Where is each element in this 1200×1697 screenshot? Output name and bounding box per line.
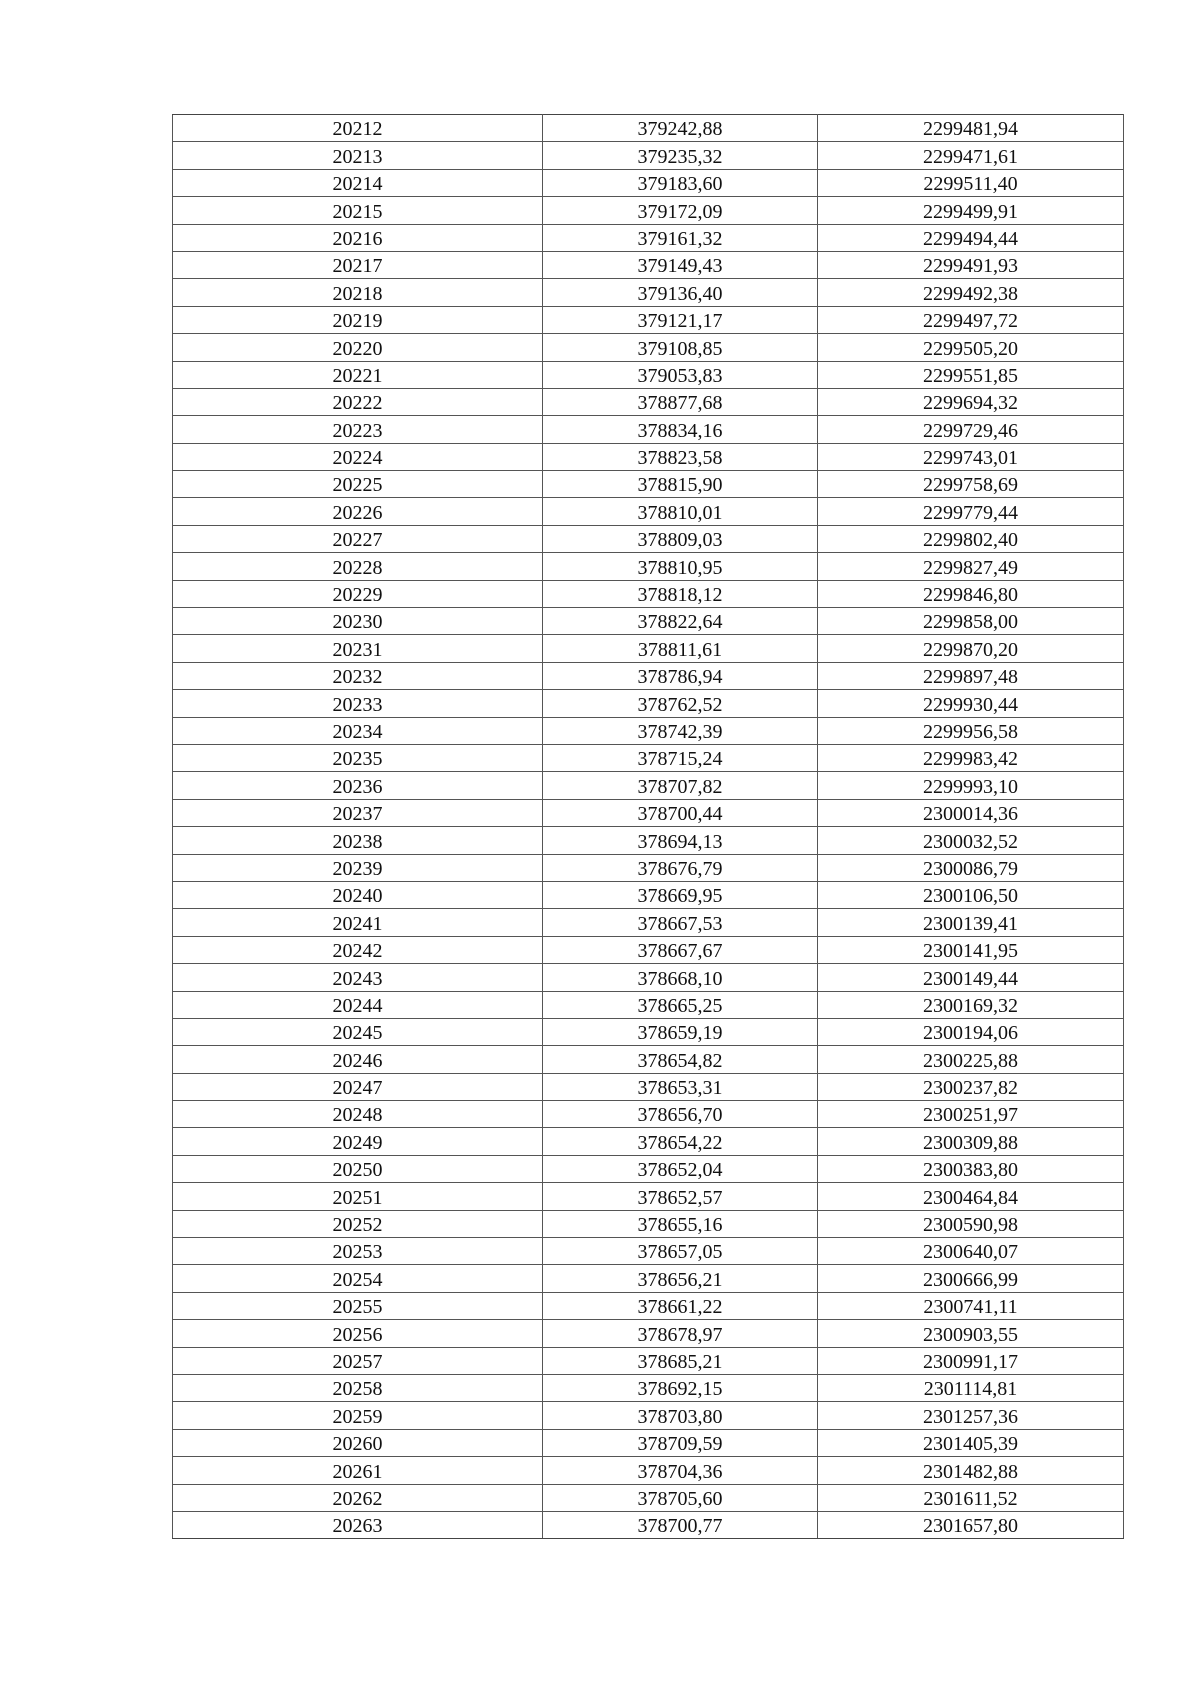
table-row: [173, 498, 1124, 525]
point-number-cell: 20225: [173, 471, 543, 498]
y-coordinate-cell: 2299481,94: [818, 115, 1124, 142]
table-row: [173, 334, 1124, 361]
y-coordinate-cell: 2300194,06: [818, 1018, 1124, 1045]
y-coordinate-cell: 2301405,39: [818, 1429, 1124, 1456]
x-coordinate-cell: 378694,13: [543, 827, 818, 854]
coordinates-table-body: [173, 115, 1124, 1539]
point-number-cell: 20247: [173, 1073, 543, 1100]
table-row: [173, 1101, 1124, 1128]
y-coordinate-cell: 2301611,52: [818, 1484, 1124, 1511]
x-coordinate-cell: 378656,21: [543, 1265, 818, 1292]
table-row: [173, 1238, 1124, 1265]
y-coordinate-cell: 2301657,80: [818, 1511, 1124, 1538]
y-coordinate-cell: 2299897,48: [818, 662, 1124, 689]
x-coordinate-cell: 379149,43: [543, 251, 818, 278]
y-coordinate-cell: 2299505,20: [818, 334, 1124, 361]
table-row: [173, 416, 1124, 443]
x-coordinate-cell: 378877,68: [543, 388, 818, 415]
table-row: [173, 1128, 1124, 1155]
x-coordinate-cell: 378661,22: [543, 1292, 818, 1319]
point-number-cell: 20258: [173, 1374, 543, 1401]
y-coordinate-cell: 2299491,93: [818, 251, 1124, 278]
x-coordinate-cell: 378762,52: [543, 690, 818, 717]
table-row: [173, 1046, 1124, 1073]
point-number-cell: 20251: [173, 1183, 543, 1210]
point-number-cell: 20214: [173, 169, 543, 196]
x-coordinate-cell: 378653,31: [543, 1073, 818, 1100]
point-number-cell: 20221: [173, 361, 543, 388]
x-coordinate-cell: 379161,32: [543, 224, 818, 251]
y-coordinate-cell: 2300666,99: [818, 1265, 1124, 1292]
table-row: [173, 1155, 1124, 1182]
point-number-cell: 20229: [173, 580, 543, 607]
y-coordinate-cell: 2300225,88: [818, 1046, 1124, 1073]
table-row: [173, 197, 1124, 224]
point-number-cell: 20213: [173, 142, 543, 169]
x-coordinate-cell: 378811,61: [543, 635, 818, 662]
y-coordinate-cell: 2299993,10: [818, 772, 1124, 799]
y-coordinate-cell: 2299471,61: [818, 142, 1124, 169]
point-number-cell: 20212: [173, 115, 543, 142]
point-number-cell: 20216: [173, 224, 543, 251]
y-coordinate-cell: 2300741,11: [818, 1292, 1124, 1319]
point-number-cell: 20254: [173, 1265, 543, 1292]
y-coordinate-cell: 2299858,00: [818, 608, 1124, 635]
point-number-cell: 20250: [173, 1155, 543, 1182]
table-row: [173, 744, 1124, 771]
table-row: [173, 717, 1124, 744]
x-coordinate-cell: 378659,19: [543, 1018, 818, 1045]
table-row: [173, 964, 1124, 991]
table-row: [173, 1402, 1124, 1429]
point-number-cell: 20223: [173, 416, 543, 443]
point-number-cell: 20233: [173, 690, 543, 717]
point-number-cell: 20222: [173, 388, 543, 415]
point-number-cell: 20219: [173, 306, 543, 333]
x-coordinate-cell: 378786,94: [543, 662, 818, 689]
x-coordinate-cell: 379183,60: [543, 169, 818, 196]
point-number-cell: 20234: [173, 717, 543, 744]
table-row: [173, 662, 1124, 689]
point-number-cell: 20244: [173, 991, 543, 1018]
point-number-cell: 20263: [173, 1511, 543, 1538]
table-row: [173, 854, 1124, 881]
table-row: [173, 361, 1124, 388]
y-coordinate-cell: 2300139,41: [818, 909, 1124, 936]
y-coordinate-cell: 2300590,98: [818, 1210, 1124, 1237]
y-coordinate-cell: 2300149,44: [818, 964, 1124, 991]
point-number-cell: 20260: [173, 1429, 543, 1456]
x-coordinate-cell: 378715,24: [543, 744, 818, 771]
table-row: [173, 443, 1124, 470]
y-coordinate-cell: 2300169,32: [818, 991, 1124, 1018]
x-coordinate-cell: 378685,21: [543, 1347, 818, 1374]
y-coordinate-cell: 2300383,80: [818, 1155, 1124, 1182]
x-coordinate-cell: 379136,40: [543, 279, 818, 306]
table-row: [173, 1429, 1124, 1456]
point-number-cell: 20257: [173, 1347, 543, 1374]
table-row: [173, 1210, 1124, 1237]
table-row: [173, 1292, 1124, 1319]
point-number-cell: 20228: [173, 553, 543, 580]
table-row: [173, 580, 1124, 607]
x-coordinate-cell: 378703,80: [543, 1402, 818, 1429]
x-coordinate-cell: 378709,59: [543, 1429, 818, 1456]
table-row: [173, 690, 1124, 717]
y-coordinate-cell: 2299758,69: [818, 471, 1124, 498]
y-coordinate-cell: 2301482,88: [818, 1457, 1124, 1484]
x-coordinate-cell: 378705,60: [543, 1484, 818, 1511]
y-coordinate-cell: 2299492,38: [818, 279, 1124, 306]
table-row: [173, 169, 1124, 196]
y-coordinate-cell: 2299729,46: [818, 416, 1124, 443]
x-coordinate-cell: 378665,25: [543, 991, 818, 1018]
x-coordinate-cell: 378810,01: [543, 498, 818, 525]
x-coordinate-cell: 378669,95: [543, 881, 818, 908]
y-coordinate-cell: 2299870,20: [818, 635, 1124, 662]
point-number-cell: 20245: [173, 1018, 543, 1045]
point-number-cell: 20227: [173, 525, 543, 552]
x-coordinate-cell: 378654,22: [543, 1128, 818, 1155]
y-coordinate-cell: 2299494,44: [818, 224, 1124, 251]
point-number-cell: 20217: [173, 251, 543, 278]
table-row: [173, 142, 1124, 169]
y-coordinate-cell: 2300237,82: [818, 1073, 1124, 1100]
point-number-cell: 20224: [173, 443, 543, 470]
point-number-cell: 20237: [173, 799, 543, 826]
point-number-cell: 20215: [173, 197, 543, 224]
y-coordinate-cell: 2300640,07: [818, 1238, 1124, 1265]
table-row: [173, 1018, 1124, 1045]
table-row: [173, 115, 1124, 142]
y-coordinate-cell: 2299802,40: [818, 525, 1124, 552]
table-row: [173, 1073, 1124, 1100]
x-coordinate-cell: 379172,09: [543, 197, 818, 224]
point-number-cell: 20241: [173, 909, 543, 936]
point-number-cell: 20236: [173, 772, 543, 799]
y-coordinate-cell: 2299779,44: [818, 498, 1124, 525]
table-row: [173, 1320, 1124, 1347]
table-row: [173, 909, 1124, 936]
y-coordinate-cell: 2299956,58: [818, 717, 1124, 744]
y-coordinate-cell: 2300106,50: [818, 881, 1124, 908]
table-row: [173, 306, 1124, 333]
point-number-cell: 20256: [173, 1320, 543, 1347]
y-coordinate-cell: 2299983,42: [818, 744, 1124, 771]
table-row: [173, 936, 1124, 963]
x-coordinate-cell: 378700,77: [543, 1511, 818, 1538]
y-coordinate-cell: 2300903,55: [818, 1320, 1124, 1347]
x-coordinate-cell: 378834,16: [543, 416, 818, 443]
table-row: [173, 525, 1124, 552]
point-number-cell: 20246: [173, 1046, 543, 1073]
x-coordinate-cell: 378667,53: [543, 909, 818, 936]
y-coordinate-cell: 2299930,44: [818, 690, 1124, 717]
x-coordinate-cell: 378676,79: [543, 854, 818, 881]
x-coordinate-cell: 378818,12: [543, 580, 818, 607]
x-coordinate-cell: 379242,88: [543, 115, 818, 142]
point-number-cell: 20261: [173, 1457, 543, 1484]
y-coordinate-cell: 2299497,72: [818, 306, 1124, 333]
point-number-cell: 20226: [173, 498, 543, 525]
y-coordinate-cell: 2299499,91: [818, 197, 1124, 224]
x-coordinate-cell: 378657,05: [543, 1238, 818, 1265]
table-row: [173, 608, 1124, 635]
table-row: [173, 1374, 1124, 1401]
x-coordinate-cell: 378823,58: [543, 443, 818, 470]
x-coordinate-cell: 378654,82: [543, 1046, 818, 1073]
x-coordinate-cell: 378810,95: [543, 553, 818, 580]
y-coordinate-cell: 2300141,95: [818, 936, 1124, 963]
y-coordinate-cell: 2299846,80: [818, 580, 1124, 607]
table-row: [173, 251, 1124, 278]
y-coordinate-cell: 2301114,81: [818, 1374, 1124, 1401]
point-number-cell: 20248: [173, 1101, 543, 1128]
table-row: [173, 881, 1124, 908]
x-coordinate-cell: 378678,97: [543, 1320, 818, 1347]
point-number-cell: 20252: [173, 1210, 543, 1237]
point-number-cell: 20240: [173, 881, 543, 908]
y-coordinate-cell: 2300086,79: [818, 854, 1124, 881]
y-coordinate-cell: 2299694,32: [818, 388, 1124, 415]
x-coordinate-cell: 378822,64: [543, 608, 818, 635]
table-row: [173, 1484, 1124, 1511]
x-coordinate-cell: 378667,67: [543, 936, 818, 963]
point-number-cell: 20239: [173, 854, 543, 881]
y-coordinate-cell: 2299551,85: [818, 361, 1124, 388]
x-coordinate-cell: 378668,10: [543, 964, 818, 991]
x-coordinate-cell: 378652,57: [543, 1183, 818, 1210]
table-row: [173, 635, 1124, 662]
table-row: [173, 1183, 1124, 1210]
table-row: [173, 1347, 1124, 1374]
y-coordinate-cell: 2300032,52: [818, 827, 1124, 854]
table-row: [173, 799, 1124, 826]
x-coordinate-cell: 378707,82: [543, 772, 818, 799]
point-number-cell: 20220: [173, 334, 543, 361]
point-number-cell: 20255: [173, 1292, 543, 1319]
y-coordinate-cell: 2300014,36: [818, 799, 1124, 826]
point-number-cell: 20242: [173, 936, 543, 963]
table-row: [173, 471, 1124, 498]
table-row: [173, 1265, 1124, 1292]
y-coordinate-cell: 2300464,84: [818, 1183, 1124, 1210]
y-coordinate-cell: 2300251,97: [818, 1101, 1124, 1128]
point-number-cell: 20232: [173, 662, 543, 689]
point-number-cell: 20218: [173, 279, 543, 306]
x-coordinate-cell: 378742,39: [543, 717, 818, 744]
table-row: [173, 772, 1124, 799]
table-row: [173, 991, 1124, 1018]
table-row: [173, 1511, 1124, 1538]
point-number-cell: 20262: [173, 1484, 543, 1511]
x-coordinate-cell: 378655,16: [543, 1210, 818, 1237]
point-number-cell: 20253: [173, 1238, 543, 1265]
y-coordinate-cell: 2299511,40: [818, 169, 1124, 196]
point-number-cell: 20259: [173, 1402, 543, 1429]
x-coordinate-cell: 378656,70: [543, 1101, 818, 1128]
x-coordinate-cell: 379053,83: [543, 361, 818, 388]
point-number-cell: 20231: [173, 635, 543, 662]
x-coordinate-cell: 378704,36: [543, 1457, 818, 1484]
x-coordinate-cell: 378700,44: [543, 799, 818, 826]
table-row: [173, 279, 1124, 306]
x-coordinate-cell: 379235,32: [543, 142, 818, 169]
y-coordinate-cell: 2300991,17: [818, 1347, 1124, 1374]
table-row: [173, 827, 1124, 854]
point-number-cell: 20249: [173, 1128, 543, 1155]
y-coordinate-cell: 2299827,49: [818, 553, 1124, 580]
y-coordinate-cell: 2301257,36: [818, 1402, 1124, 1429]
table-row: [173, 553, 1124, 580]
x-coordinate-cell: 378809,03: [543, 525, 818, 552]
y-coordinate-cell: 2299743,01: [818, 443, 1124, 470]
coordinates-table: [172, 114, 1124, 1539]
point-number-cell: 20238: [173, 827, 543, 854]
point-number-cell: 20230: [173, 608, 543, 635]
point-number-cell: 20235: [173, 744, 543, 771]
table-row: [173, 224, 1124, 251]
x-coordinate-cell: 378692,15: [543, 1374, 818, 1401]
x-coordinate-cell: 378652,04: [543, 1155, 818, 1182]
table-row: [173, 1457, 1124, 1484]
table-row: [173, 388, 1124, 415]
x-coordinate-cell: 378815,90: [543, 471, 818, 498]
point-number-cell: 20243: [173, 964, 543, 991]
x-coordinate-cell: 379108,85: [543, 334, 818, 361]
x-coordinate-cell: 379121,17: [543, 306, 818, 333]
y-coordinate-cell: 2300309,88: [818, 1128, 1124, 1155]
